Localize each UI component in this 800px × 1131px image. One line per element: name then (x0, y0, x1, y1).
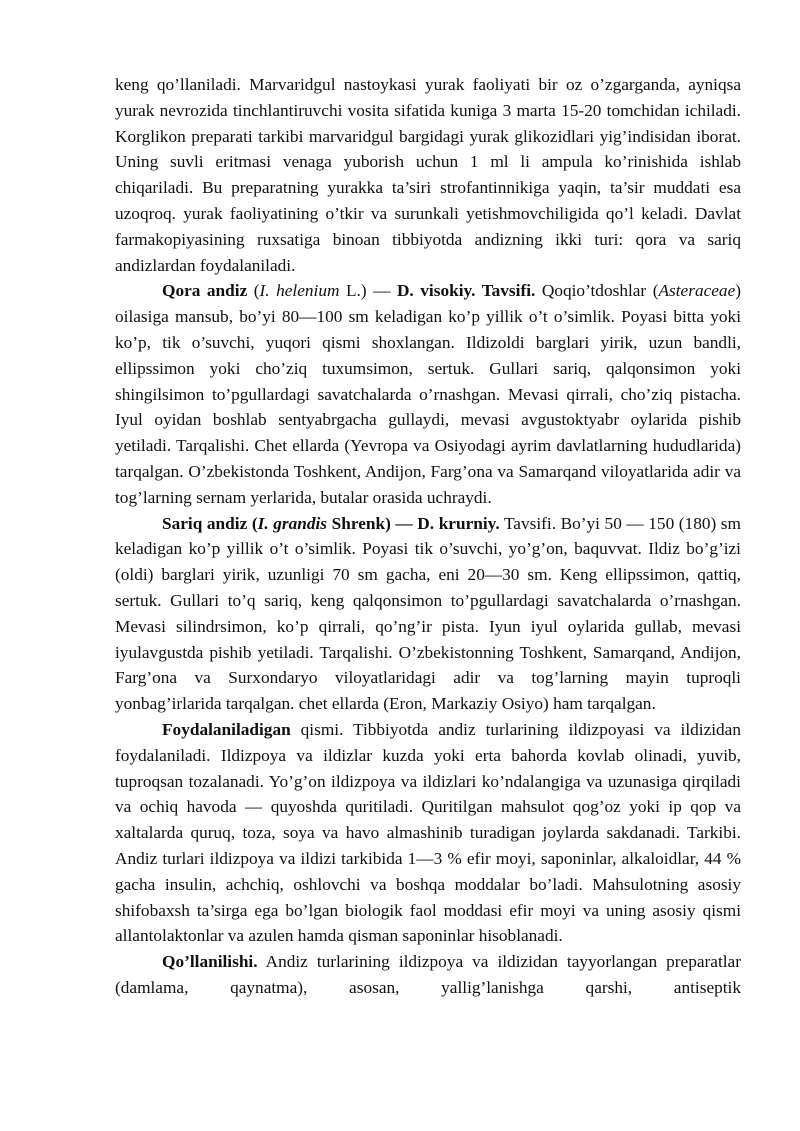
paragraph-intro: keng qo’llaniladi. Marvaridgul nastoykasi yurak faoliyati bir oz o’zgarganda, ayniqsa yurak nevrozida tinchlantiruvchi vosita sifatida kuniga 3 marta 15-20 tomchidan ichiladi. Korglikon preparati tarkibi marvaridgul bargidagi yurak glikozidlari yig’indisidan iborat. Uning suvli eritmasi venaga yuborish uchun 1 ml li ampula ko’rinishida ishlab chiqariladi. Bu preparatning yurakka ta’siri strofantinnikiga yaqin, ta’sir muddati esa uzoqroq. yurak faoliyatining o’tkir va surunkali yetishmovchiligida qo’l keladi. Davlat farmakopiyasining ruxsatiga binoan tibbiyotda andizning ikki turi: qora va sariq andizlardan foydalaniladi. (115, 75, 741, 275)
document-page (115, 72, 741, 1001)
heading-qollanilishi: Qo’llanilishi. (162, 952, 258, 972)
paragraph-qollanilishi: Qo’llanilishi. Andiz turlarining ildizpoya va ildizidan tayyorlangan preparatlar (damlama, qaynatma), asosan, yallig’lanishga qarshi, antiseptik (115, 952, 741, 997)
latin-name: I. grandis (257, 513, 328, 533)
paragraph-foydalaniladigan: Foydalaniladigan qismi. Tibbiyotda andiz turlarining ildizpoyasi va ildizidan foydalaniladi. Ildizpoya va ildizlar kuzda yoki erta bahorda kovlab olinadi, yuvib, tuproqsan tozalanadi. Yo’g’on ildizpoya va ildizlari ko’ndalangiga va uzunasiga qirqiladi va ochiq havoda — quyoshda quritiladi. Quritilgan mahsulot qog’oz yoki ip qop va xaltalarda quruq, toza, soya va havo almashinib turadigan joylarda sakdanadi. Tarkibi. Andiz turlari ildizpoya va ildizi tarkibida 1—3 % efir moyi, saponinlar, alkaloidlar, 44 % gacha insulin, achchiq, oshlovchi va boshqa moddalar bo’ladi. Mahsulotning asosiy shifobaxsh ta’sirga ega bo’lgan biologik faol moddasi efir moyi va uning asosiy qismi allantolaktonlar va azulen hamda qisman saponinlar hisoblanadi. (115, 719, 741, 946)
heading-subtitle: D. visokiy. Tavsifi. (396, 281, 536, 301)
heading-sariq-andiz: Sariq andiz (I. grandis Shrenk) — D. krurniy. (162, 513, 500, 533)
paragraph-sariq-andiz: Sariq andiz (I. grandis Shrenk) — D. krurniy. Tavsifi. Bo’yi 50 — 150 (180) sm keladigan ko’p yillik o’t o’simlik. Poyasi tik o’suvchi, yo’g’on, baquvvat. Ildiz bo’g’izi (oldi) barglari yirik, uzunligi 70 sm gacha, eni 20—30 sm. Keng ellipssimon, qattiq, sertuk. Gullari to’q sariq, keng qalqonsimon to’pgullardagi savatchalarda o’rnashgan. Mevasi silindrsimon, ko’p qirrali, qo’ng’ir pista. Iyun iyul oylarida gullab, mevasi iyulavgustda pishib yetiladi. Tarqalishi. O’zbekistonning Toshkent, Samarqand, Andijon, Farg’ona va Surxondaryo viloyatlaridagi adir va tog’larning mayin tuproqli yonbag’irlarida tarqalgan. chet ellarda (Eron, Markaziy Osiyo) ham tarqalgan. (115, 513, 741, 714)
heading-qora-andiz: Qora andiz (162, 281, 248, 301)
family-name: Asteraceae (658, 281, 736, 301)
paragraph-qora-andiz: Qora andiz (I. helenium L.) — D. visokiy. Tavsifi. Qoqio’tdoshlar (Asteraceae) oilasiga mansub, bo’yi 80—100 sm keladigan ko’p yillik o’t o’simlik. Poyasi bitta yoki ko’p, tik o’suvchi, yuqori qismi shoxlangan. Ildizoldi barglari yirik, uzun bandli, ellipssimon yoki cho’ziq tuxumsimon, sertuk. Gullari sariq, qalqonsimon yoki shingilsimon to’pgullardagi savatchalarda o’rnashgan. Mevasi qirrali, cho’ziq pistacha. Iyul oyidan boshlab sentyabrgacha gullaydi, mevasi avgustoktyabr oylarida pishib yetiladi. Tarqalishi. Chet ellarda (Yevropa va Osiyodagi ayrim davlatlarning hududlarida) tarqalgan. O’zbekistonda Toshkent, Andijon, Farg’ona va Samarqand viloyatlarida adir va tog’larning sernam yerlarida, butalar orasida uchraydi. (115, 281, 742, 507)
latin-name: I. helenium (259, 281, 340, 301)
heading-foydalaniladigan: Foydalaniladigan (162, 719, 291, 739)
